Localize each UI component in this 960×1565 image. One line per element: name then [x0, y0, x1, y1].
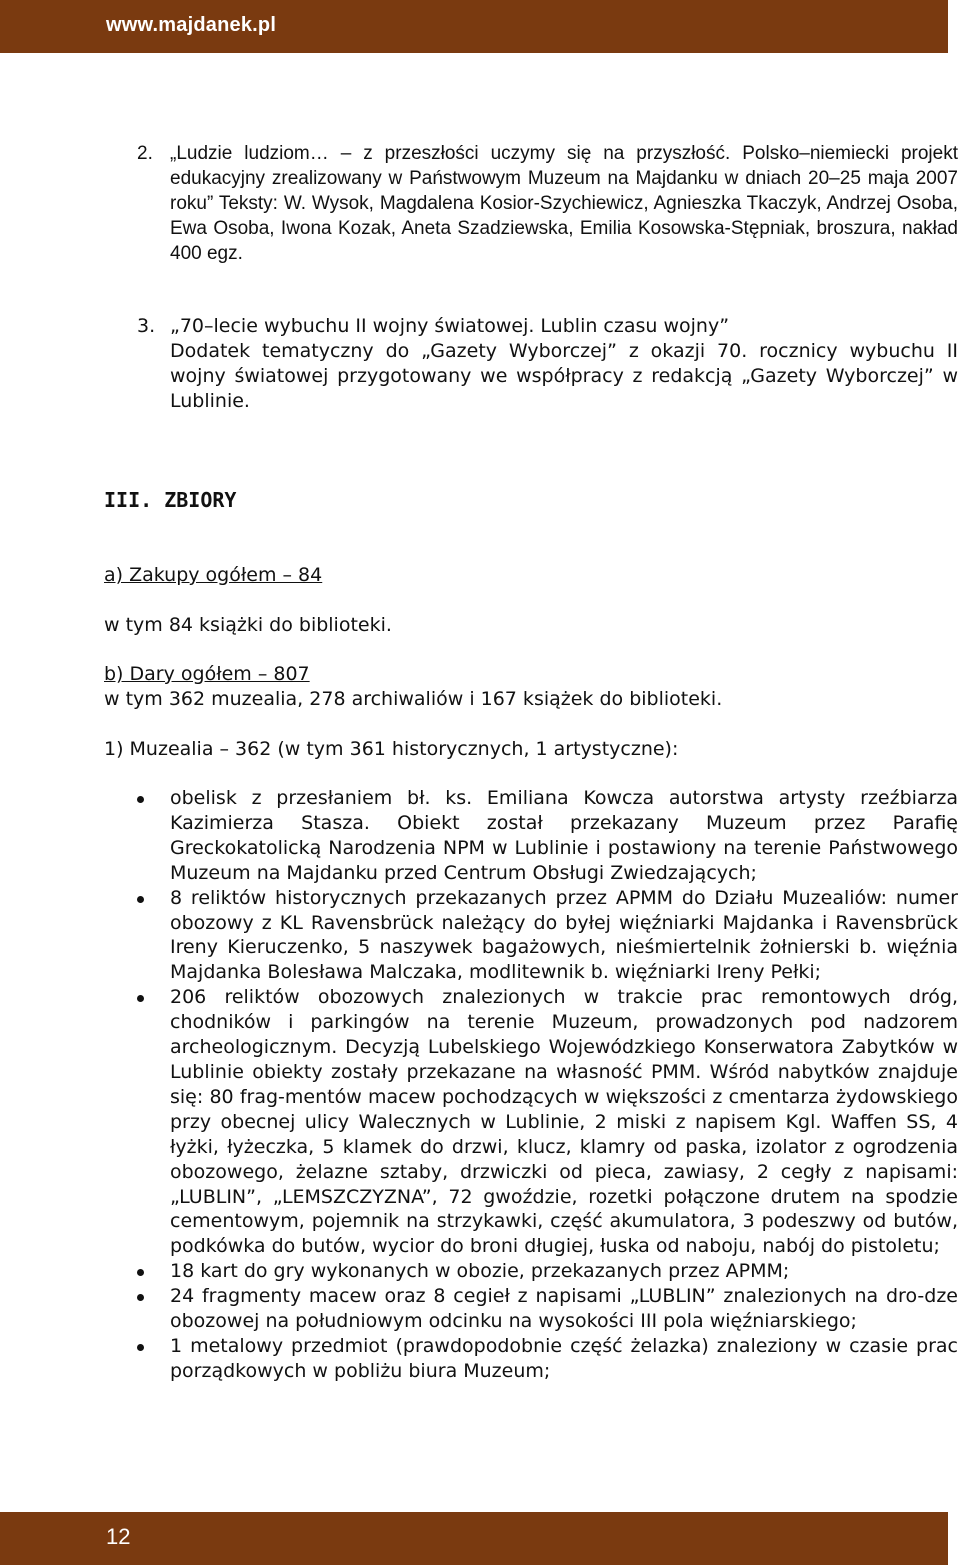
page-number: 12	[106, 1524, 131, 1549]
museum-items-list	[0, 786, 960, 1384]
bullet-icon	[137, 995, 144, 1002]
publication-body	[170, 314, 958, 414]
purchases-detail: w tym 84 książki do biblioteki.	[104, 614, 392, 636]
bullet-icon	[137, 1294, 144, 1301]
list-item	[0, 886, 960, 986]
list-item-text: 24 fragmenty macew oraz 8 cegieł z napisami „LUBLIN” znalezionych na dro-dze obozowej na południowym odcinku na wysokości III pola więźniarskiego;	[170, 1285, 958, 1333]
publication-title: „70–lecie wybuchu II wojny światowej. Lublin czasu wojny”	[170, 315, 730, 337]
list-item	[0, 786, 960, 886]
publication-number: 3.	[137, 315, 156, 337]
list-item-text: 1 metalowy przedmiot (prawdopodobnie część żelazka) znaleziony w czasie prac porządkowych w pobliżu biura Muzeum;	[170, 1334, 958, 1382]
bullet-icon	[137, 1344, 144, 1351]
museum-items-heading: 1) Muzealia – 362 (w tym 361 historycznych, 1 artystyczne):	[104, 738, 679, 760]
list-item	[0, 1259, 960, 1284]
publication-text: Dodatek tematyczny do „Gazety Wyborczej” z okazji 70. rocznicy wybuchu II wojny światowej przygotowany we współpracy z redakcją „Gazety Wyborczej” w Lublinie.	[170, 340, 958, 412]
bullet-icon	[137, 796, 144, 803]
bullet-icon	[137, 1269, 144, 1276]
header-bar	[0, 0, 948, 53]
publication-text: „Ludzie ludziom… – z przeszłości uczymy się na przyszłość. Polsko–niemiecki projekt edukacyjny zrealizowany w Państwowym Muzeum na Majdanku w dniach 20–25 maja 2007 roku” Teksty: W. Wysok, Magdalena Kosior-Szychiewicz, Agnieszka Tkaczyk, Andrzej Osoba, Ewa Osoba, Iwona Kozak, Aneta Szadziewska, Emilia Kosowska-Stępniak, broszura, nakład 400 egz.	[170, 143, 958, 264]
section-title: III. ZBIORY	[104, 488, 237, 512]
list-item	[0, 1284, 960, 1334]
list-item-text: obelisk z przesłaniem bł. ks. Emiliana Kowcza autorstwa artysty rzeźbiarza Kazimierza Stasza. Obiekt został przekazany Muzeum przez Parafię Greckokatolicką Narodzenia NPM w Lublinie i postawiony na terenie Państwowego Muzeum na Majdanku przed Centrum Obsługi Zwiedzających;	[170, 787, 958, 884]
footer-bar	[0, 1512, 948, 1565]
publication-number: 2.	[137, 143, 153, 164]
list-item-text: 206 reliktów obozowych znalezionych w trakcie prac remontowych dróg, chodników i parkingów na terenie Muzeum, prowadzonych pod nadzorem archeologicznym. Decyzją Lubelskiego Wojewódzkiego Konserwatora Zabytków w Lublinie obiekty zostały przekazane na własność PMM. Wśród nabytków znajduje się: 80 frag-mentów macew pochodzących w większości z cmentarza żydowskiego przy obecnej ulicy Walecznych w Lublinie, 2 miski z napisem Kgl. Waffen SS, 4 łyżki, łyżeczka, 5 klamek do drzwi, klucz, klamry od paska, izolator z ogrodzenia obozowego, żelazne sztaby, drzwiczki od pieca, zawiasy, 2 cegły z napisami: „LUBLIN”, „LEMSZCZYZNA”, 72 gwoździe, rozetki połączone drutem na spodzie cementowym, pojemnik na strzykawki, część akumulatora, 3 podeszwy od butów, podkówka do butów, wycior do broni długiej, łuska od naboju, nabój do pistoletu;	[170, 986, 958, 1258]
site-url-link[interactable]: www.majdanek.pl	[106, 14, 277, 36]
list-item	[0, 1334, 960, 1384]
list-item-text: 18 kart do gry wykonanych w obozie, przekazanych przez APMM;	[170, 1260, 790, 1283]
donations-heading: b) Dary ogółem – 807	[104, 663, 310, 685]
bullet-icon	[137, 896, 144, 903]
purchases-heading: a) Zakupy ogółem – 84	[104, 564, 323, 586]
donations-detail: w tym 362 muzealia, 278 archiwaliów i 167 książek do biblioteki.	[104, 688, 723, 710]
list-item-text: 8 reliktów historycznych przekazanych przez APMM do Działu Muzealiów: numer obozowy z KL Ravensbrück należący do byłej więźniarki Majdanka i Ravensbrück Ireny Kieruczenko, 5 naszywek bagażowych, nieśmiertelnik żołnierski b. więźnia Majdanka Bolesława Malczaka, modlitewnik b. więźniarki Ireny Pełki;	[170, 886, 958, 984]
list-item	[0, 985, 960, 1259]
